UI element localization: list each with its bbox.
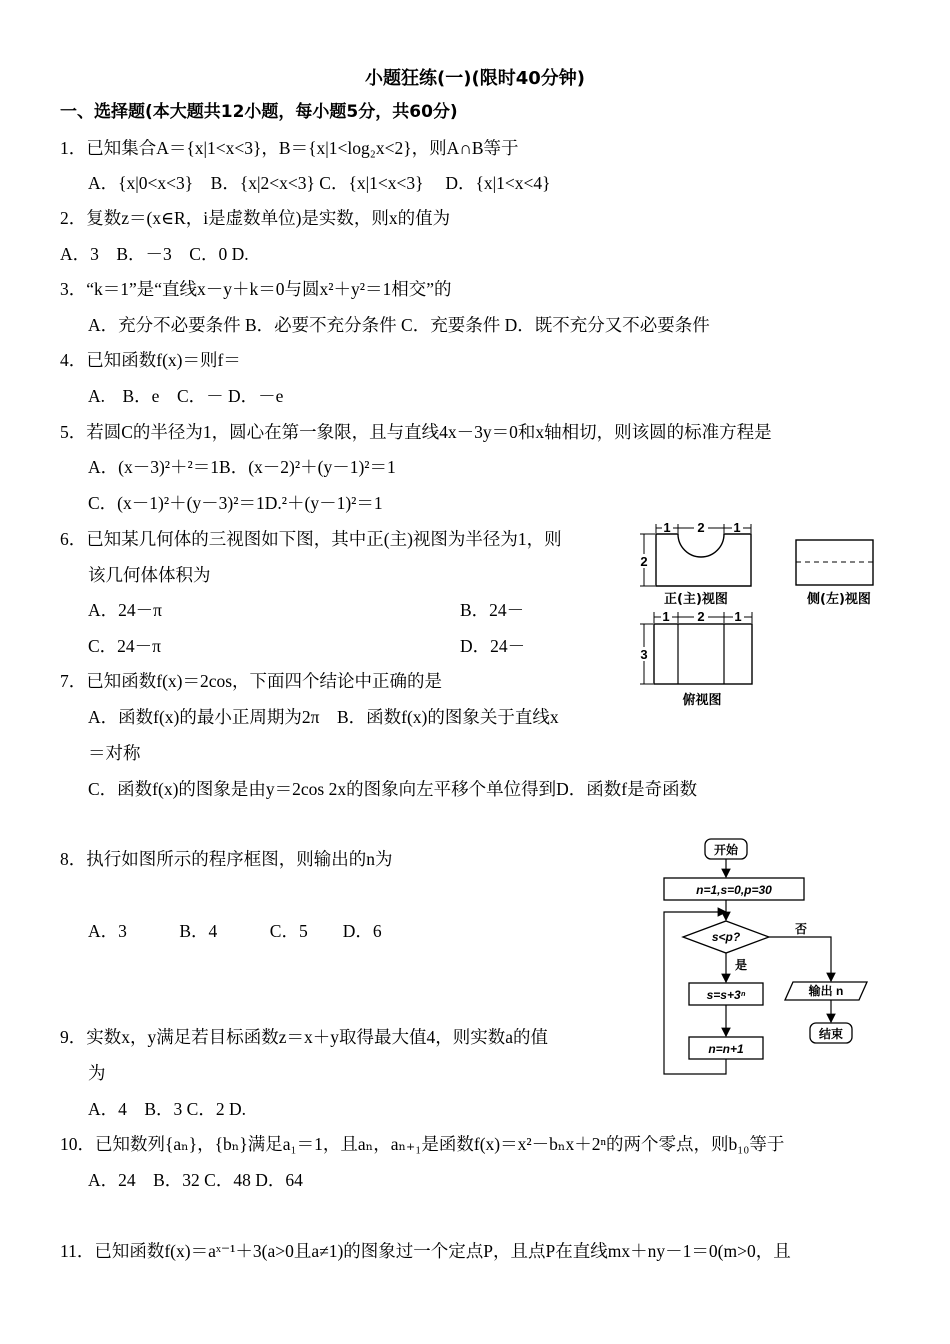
q6-option-a: A．24－π [88,600,162,620]
q5-stem: 5．若圆C的半径为1，圆心在第一象限，且与直线4x－3y＝0和x轴相切，则该圆的标准方程是 [60,422,772,442]
q8-options: A．3 B．4 C．5 D．6 [88,921,382,941]
flow-output-text: 输出 n [808,984,844,998]
q6-stem-line2: 该几何体体积为 [88,565,211,585]
three-view-figure [636,522,886,712]
flow-n-text: n=n+1 [708,1042,744,1056]
flow-yes-label: 是 [734,958,748,972]
q1-stem: 1．已知集合A＝{x|1<x<3}，B＝{x|1<log₂x<2}，则A∩B等于 [60,138,519,158]
q4-options: A. B．e C．－ D．－e [88,386,284,406]
dim-top-middle: 2 [697,609,705,624]
flow-start-text: 开始 [713,843,739,857]
q1-options: A．{x|0<x<3} B．{x|2<x<3} C．{x|1<x<3} D．{x|1<x<4} [88,173,551,193]
q5-options-ab: A．(x－3)²＋²＝1B．(x－2)²＋(y－1)²＝1 [88,457,396,477]
dim-front-right: 1 [733,522,741,535]
q11-stem: 11．已知函数f(x)＝aˣ⁻¹＋3(a>0且a≠1)的图象过一个定点P，且点P在直线mx＋ny－1＝0(m>0，且 [60,1241,791,1261]
q9-stem-line2: 为 [88,1063,106,1083]
q2-options: A．3 B．－3 C．0 D. [60,244,249,264]
q7-options-cd: C．函数f(x)的图象是由y＝2cos 2x的图象向左平移个单位得到D．函数f是奇函数 [88,779,698,799]
q6-stem-line1: 6．已知某几何体的三视图如下图，其中正(主)视图为半径为1，则 [60,529,562,549]
q7-stem: 7．已知函数f(x)＝2cos，下面四个结论中正确的是 [60,671,443,691]
q10-options: A．24 B．32 C．48 D．64 [88,1170,303,1190]
flowchart-figure [655,833,875,1083]
q7-options-ab-line1: A．函数f(x)的最小正周期为2π B．函数f(x)的图象关于直线x [88,707,559,727]
q9-stem-line1: 9．实数x，y满足若目标函数z＝x＋y取得最大值4，则实数a的值 [60,1027,549,1047]
dim-front-height: 2 [640,554,648,569]
dim-top-height: 3 [640,647,648,662]
page-title: 小题狂练(一)(限时40分钟) [365,68,585,89]
q3-options: A．充分不必要条件 B．必要不充分条件 C．充要条件 D．既不充分又不必要条件 [88,315,710,335]
q4-stem: 4．已知函数f(x)＝则f＝ [60,350,241,370]
flow-s-text: s=s+3ⁿ [706,988,746,1002]
dim-front-left: 1 [663,522,671,535]
q6-option-c: C．24－π [88,636,162,656]
q6-option-b: B．24－ [460,600,525,620]
q8-stem: 8．执行如图所示的程序框图，则输出的n为 [60,849,393,869]
q3-stem: 3．“k＝1”是“直线x－y＋k＝0与圆x²＋y²＝1相交”的 [60,279,452,299]
top-view-label: 俯视图 [682,693,722,708]
flow-no-label: 否 [794,922,808,936]
q9-options: A．4 B．3 C．2 D. [88,1099,246,1119]
q6-option-d: D．24－ [460,636,526,656]
q2-stem: 2．复数z＝(x∈R，i是虚数单位)是实数，则x的值为 [60,208,451,228]
front-view-label: 正(主)视图 [664,592,728,607]
q5-options-cd: C．(x－1)²＋(y－3)²＝1D.²＋(y－1)²＝1 [88,493,383,513]
dim-front-middle: 2 [697,522,705,535]
dim-top-left: 1 [662,609,670,624]
flow-init-text: n=1,s=0,p=30 [696,883,772,897]
side-view-label: 侧(左)视图 [807,592,871,607]
flow-end-text: 结束 [818,1027,844,1041]
q10-stem: 10．已知数列{aₙ}，{bₙ}满足a₁＝1，且aₙ，aₙ₊₁是函数f(x)＝x²－bₙx＋2ⁿ的两个零点，则b₁₀等于 [60,1134,785,1154]
side-view [796,540,873,585]
flow-condition-text: s<p? [711,930,741,944]
dim-top-right: 1 [734,609,742,624]
q7-options-ab-line2: ＝对称 [88,743,141,763]
section-heading: 一、选择题(本大题共12小题，每小题5分，共60分) [60,102,458,122]
